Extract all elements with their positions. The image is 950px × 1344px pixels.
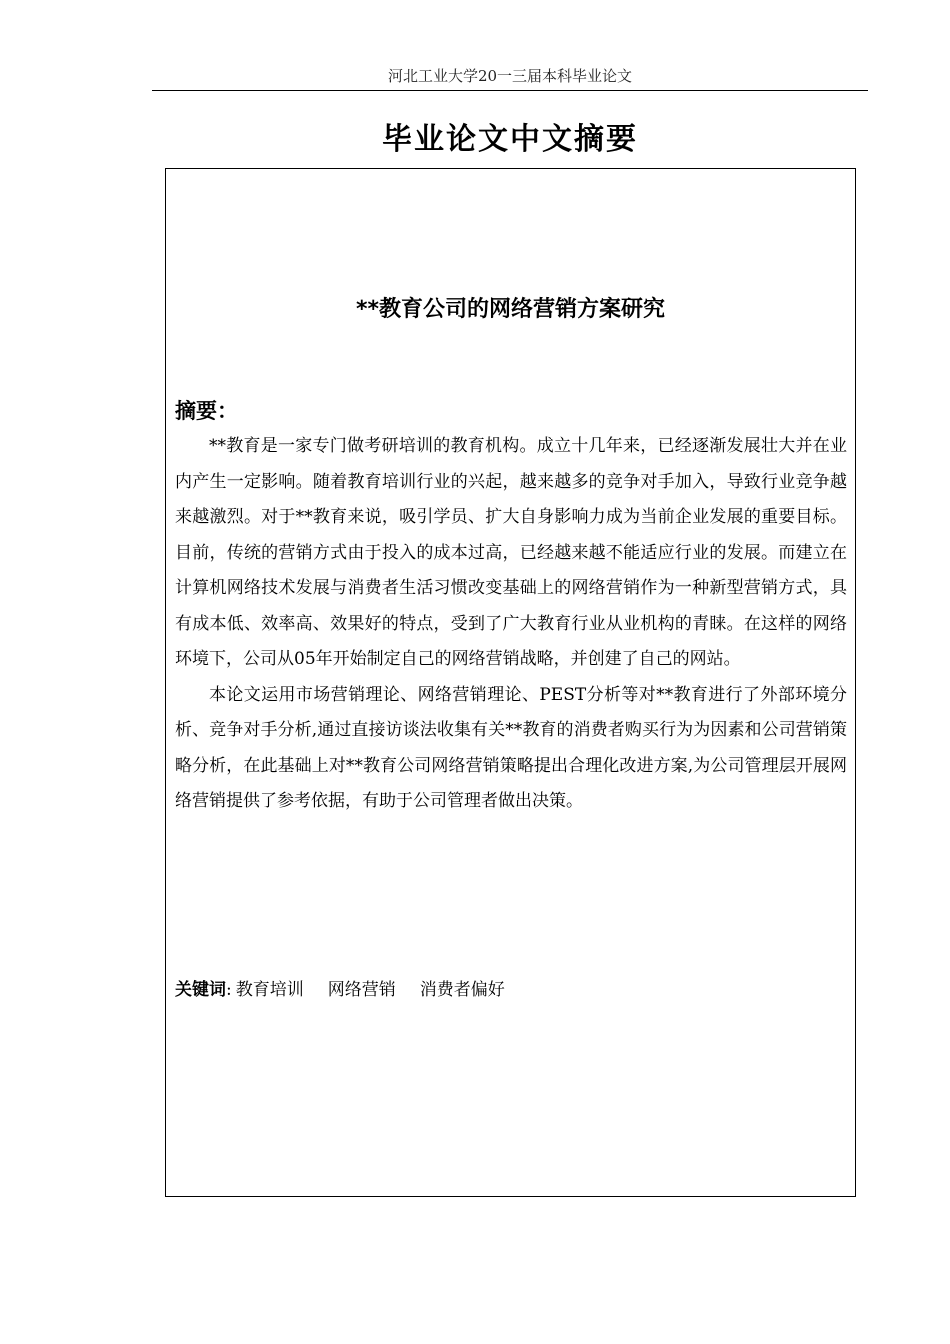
- abstract-body: [175, 429, 847, 820]
- abstract-frame: [165, 168, 856, 1197]
- header-rule: [152, 90, 868, 91]
- page-title: 毕业论文中文摘要: [382, 122, 638, 157]
- keywords-label: 关键词: [175, 980, 226, 1000]
- keywords-separator: :: [226, 980, 232, 1000]
- keywords-line: [175, 975, 529, 1005]
- keyword-item: 教育培训: [235, 980, 304, 1000]
- abstract-paragraph-2: 本论文运用市场营销理论、网络营销理论、PEST分析等对**教育进行了外部环境分析、竞争对手分析,通过直接访谈法收集有关**教育的消费者购买行为为因素和公司营销策略分析，在此基础上对**教育公司网络营销策略提出合理化改进方案,为公司管理层开展网络营销提供了参考依据，有助于公司管理者做出决策。: [175, 684, 847, 811]
- keyword-item: 网络营销: [327, 980, 396, 1000]
- abstract-heading: 摘要：: [175, 399, 238, 423]
- thesis-title: **教育公司的网络营销方案研究: [355, 297, 665, 322]
- keyword-item: 消费者偏好: [419, 980, 505, 1000]
- header-text: 河北工业大学20一三届本科毕业论文: [387, 67, 633, 85]
- abstract-paragraph-1: **教育是一家专门做考研培训的教育机构。成立十几年来，已经逐渐发展壮大并在业内产生一定影响。随着教育培训行业的兴起，越来越多的竞争对手加入，导致行业竞争越来越激烈。对于**教育来说，吸引学员、扩大自身影响力成为当前企业发展的重要目标。目前，传统的营销方式由于投入的成本过高，已经越来越不能适应行业的发展。而建立在计算机网络技术发展与消费者生活习惯改变基础上的网络营销作为一种新型营销方式，具有成本低、效率高、效果好的特点，受到了广大教育行业从业机构的青睐。在这样的网络环境下，公司从05年开始制定自己的网络营销战略，并创建了自己的网站。: [175, 436, 847, 669]
